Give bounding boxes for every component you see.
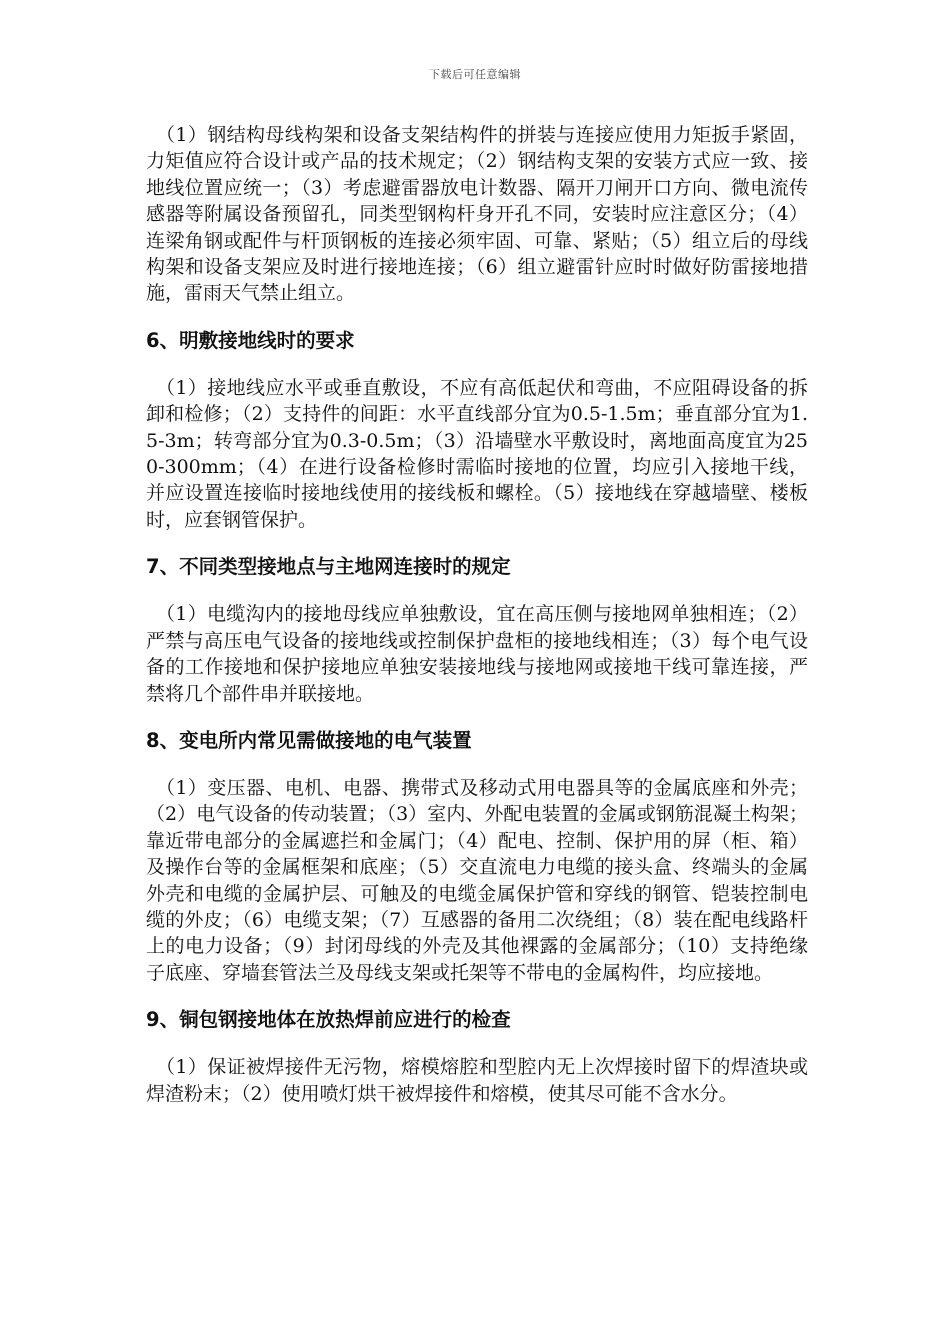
section-7-heading: 7、不同类型接地点与主地网连接时的规定: [146, 555, 511, 579]
document-body: [146, 122, 808, 1107]
section-9-heading: 9、铜包钢接地体在放热焊前应进行的检查: [146, 1008, 511, 1032]
header-note: 下载后可任意编辑: [429, 68, 521, 81]
section-8-heading: 8、变电所内常见需做接地的电气装置: [146, 728, 472, 752]
section-0-paragraph: （1）钢结构母线构架和设备支架结构件的拼装与连接应使用力矩扳手紧固，力矩值应符合设计或产品的技术规定；（2）钢结构支架的安装方式应一致、接地线位置应统一；（3）考虑避雷器放电计数器、隔开刀闸开口方向、微电流传感器等附属设备预留孔，同类型钢构杆身开孔不同，安装时应注意区分；（4）连梁角钢或配件与杆顶钢板的连接必须牢固、可靠、紧贴；（5）组立后的母线构架和设备支架应及时进行接地连接；（6）组立避雷针应时时做好防雷接地措施，雷雨天气禁止组立。: [146, 124, 808, 305]
section-6-heading: 6、明敷接地线时的要求: [146, 328, 355, 352]
section-8-paragraph: （1）变压器、电机、电器、携带式及移动式用电器具等的金属底座和外壳；（2）电气设备的传动装置；（3）室内、外配电装置的金属或钢筋混凝土构架；靠近带电部分的金属遮拦和金属门；（4）配电、控制、保护用的屏（柜、箱）及操作台等的金属框架和底座；（5）交直流电力电缆的接头盒、终端头的金属外壳和电缆的金属护层、可触及的电缆金属保护管和穿线的钢管、铠装控制电缆的外皮；（6）电缆支架；（7）互感器的备用二次绕组；（8）装在配电线路杆上的电力设备；（9）封闭母线的外壳及其他裸露的金属部分；（10）支持绝缘子底座、穿墙套管法兰及母线支架或托架等不带电的金属构件，均应接地。: [146, 776, 808, 984]
section-9-paragraph: （1）保证被焊接件无污物，熔模熔腔和型腔内无上次焊接时留下的焊渣块或焊渣粉末；（2）使用喷灯烘干被焊接件和熔模，使其尽可能不含水分。: [146, 1056, 808, 1105]
section-6-paragraph: （1）接地线应水平或垂直敷设，不应有高低起伏和弯曲，不应阻碍设备的拆卸和检修；（2）支持件的间距：水平直线部分宜为0.5-1.5m；垂直部分宜为1.5-3m；转弯部分宜为0.3-0.5m；（3）沿墙壁水平敷设时，离地面高度宜为250-300mm；（4）在进行设备检修时需临时接地的位置，均应引入接地干线，并应设置连接临时接地线使用的接线板和螺栓。（5）接地线在穿越墙壁、楼板时，应套钢管保护。: [146, 376, 808, 531]
section-7-paragraph: （1）电缆沟内的接地母线应单独敷设，宜在高压侧与接地网单独相连；（2）严禁与高压电气设备的接地线或控制保护盘柜的接地线相连；（3）每个电气设备的工作接地和保护接地应单独安装接地线与接地网或接地干线可靠连接，严禁将几个部件串并联接地。: [146, 603, 808, 705]
